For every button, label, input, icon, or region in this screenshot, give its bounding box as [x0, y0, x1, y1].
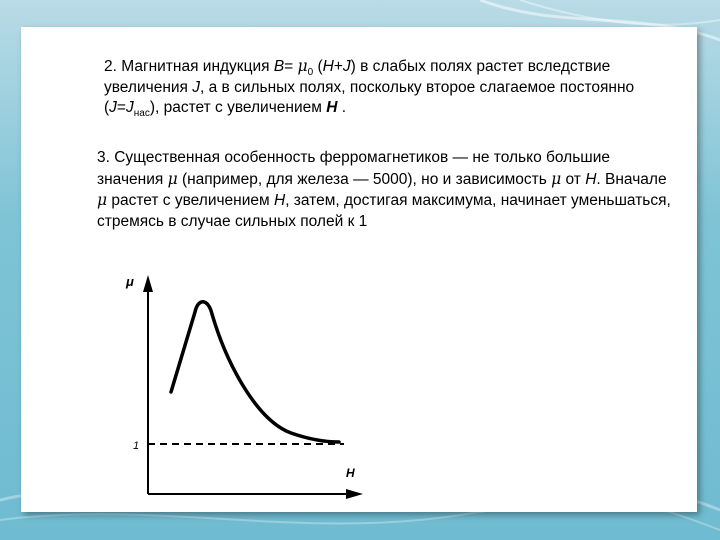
symbol-mu: μ	[167, 169, 178, 188]
symbol-mu: μ	[97, 191, 108, 209]
text: ) в слабых полях растет вследствие увеличения	[104, 58, 611, 96]
paragraph-magnetic-induction	[104, 56, 684, 119]
text: =	[284, 58, 298, 75]
symbol-j: J	[342, 58, 351, 75]
symbol-mu: μ	[551, 169, 562, 188]
permeability-curve	[171, 302, 339, 442]
text: , а в сильных полях, поскольку второе слагаемое постоянно (	[104, 78, 635, 116]
x-axis-arrow-icon	[346, 489, 363, 499]
symbol-mu: μ	[297, 57, 308, 75]
level-one-label: 1	[133, 440, 140, 452]
symbol-h: H	[273, 192, 286, 209]
text: +	[333, 58, 343, 75]
subscript-nas: нас	[133, 108, 150, 120]
symbol-j: J	[109, 99, 117, 116]
x-axis-label: H	[346, 466, 355, 480]
symbol-h: H	[585, 170, 597, 188]
text: 2. Магнитная индукция	[104, 58, 274, 75]
text: , затем, достигая максимума, начинает уменьшаться, стремясь в случае сильных полей к 1	[97, 192, 671, 230]
paragraph-ferromagnet-feature	[97, 148, 677, 232]
subscript-zero: 0	[307, 67, 314, 79]
permeability-graph	[116, 272, 366, 507]
text: 3. Существенная особенность ферромагнетиков — не только большие значения	[97, 149, 610, 188]
text: (	[313, 58, 323, 75]
symbol-h: H	[322, 58, 334, 75]
text: ), растет с увеличением	[149, 99, 327, 116]
text: =	[116, 99, 126, 116]
text: .	[337, 99, 347, 116]
symbol-j: J	[125, 99, 134, 116]
text: растет с увеличением	[107, 192, 274, 209]
text: от	[561, 170, 586, 188]
y-axis-label: μ	[126, 274, 134, 289]
slide	[21, 27, 697, 512]
symbol-j: J	[192, 78, 200, 96]
text: (например, для железа — 5000), но и зависимость	[177, 170, 552, 188]
symbol-h-bold: H	[326, 99, 338, 116]
text: . Вначале	[596, 170, 667, 188]
y-axis-arrow-icon	[143, 275, 153, 292]
symbol-b: B	[273, 58, 285, 75]
